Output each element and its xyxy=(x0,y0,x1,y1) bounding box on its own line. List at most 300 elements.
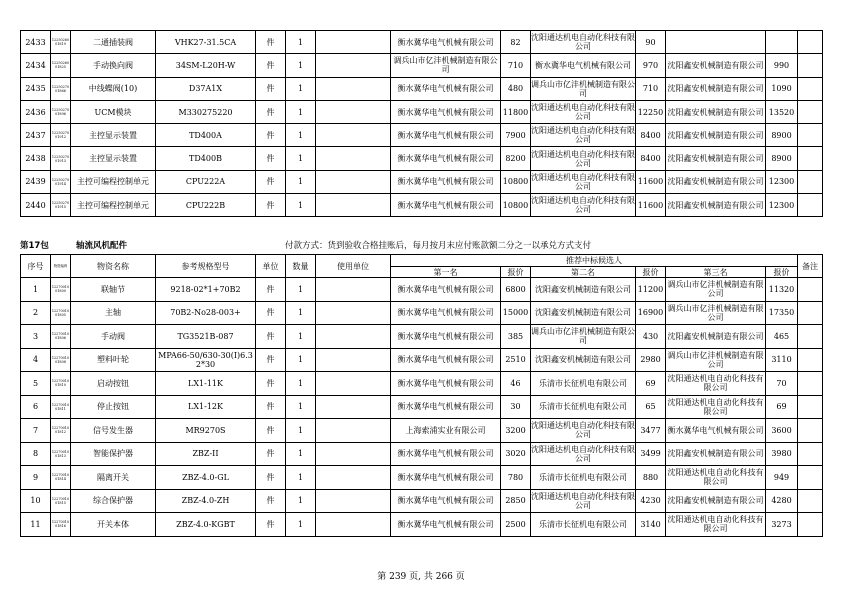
top-price-table xyxy=(20,30,823,217)
third-price-cell: 70 xyxy=(766,372,798,396)
table-row xyxy=(21,31,823,54)
third-supplier-cell: 衡水冀华电气机械有限公司 xyxy=(666,419,766,443)
name-cell: 启动按钮 xyxy=(71,372,156,396)
qty-cell: 1 xyxy=(286,419,316,443)
spec-cell: LX1-11K xyxy=(156,372,256,396)
second-price-cell: 430 xyxy=(636,325,666,349)
spec-cell: 70B2-No28-003+ xyxy=(156,301,256,325)
spec-cell: CPU222A xyxy=(156,170,256,193)
second-supplier-cell: 调兵山市亿沣机械制造有限公司 xyxy=(531,325,636,349)
remark-cell xyxy=(798,77,823,100)
seq-cell: 2433 xyxy=(21,31,51,54)
second-supplier-cell: 沈阳通达机电自动化科技有限公司 xyxy=(531,419,636,443)
first-price-cell: 3200 xyxy=(501,419,531,443)
user-cell xyxy=(316,442,391,466)
user-cell xyxy=(316,395,391,419)
third-supplier-cell: 调兵山市亿沣机械制造有限公司 xyxy=(666,301,766,325)
header-price-1: 报价 xyxy=(501,267,531,278)
unit-cell: 件 xyxy=(256,489,286,513)
name-cell: 主控可编程控制单元 xyxy=(71,194,156,217)
remark-cell xyxy=(798,348,823,372)
unit-cell: 件 xyxy=(256,170,286,193)
second-price-cell: 16900 xyxy=(636,301,666,325)
spec-cell: D37A1X xyxy=(156,77,256,100)
code-cell: 12250270 01915 xyxy=(51,194,71,217)
name-cell: 主控显示装置 xyxy=(71,147,156,170)
code-cell: 12250270 01866 xyxy=(51,77,71,100)
code-cell: 12270010 01810 xyxy=(51,372,71,396)
first-supplier-cell: 衡水冀华电气机械有限公司 xyxy=(391,100,501,123)
first-price-cell: 8200 xyxy=(501,147,531,170)
seq-cell: 2435 xyxy=(21,77,51,100)
user-cell xyxy=(316,147,391,170)
table-row xyxy=(21,489,823,513)
second-price-cell: 69 xyxy=(636,372,666,396)
third-supplier-cell xyxy=(666,31,766,54)
table-header xyxy=(21,255,823,278)
remark-cell xyxy=(798,100,823,123)
remark-cell xyxy=(798,54,823,77)
code-cell: 12270010 01805 xyxy=(51,301,71,325)
name-cell: 中线蝶阀(10) xyxy=(71,77,156,100)
name-cell: 二通插装阀 xyxy=(71,31,156,54)
third-price-cell: 3980 xyxy=(766,442,798,466)
remark-cell xyxy=(798,301,823,325)
spec-cell: CPU222B xyxy=(156,194,256,217)
second-price-cell: 3140 xyxy=(636,513,666,537)
unit-cell: 件 xyxy=(256,372,286,396)
table-row xyxy=(21,466,823,490)
user-cell xyxy=(316,194,391,217)
user-cell xyxy=(316,348,391,372)
qty-cell: 1 xyxy=(286,513,316,537)
second-price-cell: 11600 xyxy=(636,170,666,193)
user-cell xyxy=(316,372,391,396)
header-remark: 备注 xyxy=(798,255,823,278)
code-cell: 12270010 01816 xyxy=(51,513,71,537)
third-price-cell: 12300 xyxy=(766,170,798,193)
table-row xyxy=(21,194,823,217)
second-supplier-cell: 乐清市长征机电有限公司 xyxy=(531,372,636,396)
qty-cell: 1 xyxy=(286,147,316,170)
unit-cell: 件 xyxy=(256,147,286,170)
seq-cell: 2437 xyxy=(21,124,51,147)
second-price-cell: 8400 xyxy=(636,147,666,170)
first-price-cell: 3020 xyxy=(501,442,531,466)
remark-cell xyxy=(798,147,823,170)
third-price-cell: 465 xyxy=(766,325,798,349)
second-supplier-cell: 衡水冀华电气机械有限公司 xyxy=(531,54,636,77)
name-cell: 主控可编程控制单元 xyxy=(71,170,156,193)
header-code: 物资编码 xyxy=(51,255,71,278)
code-cell: 12270010 01808 xyxy=(51,348,71,372)
seq-cell: 5 xyxy=(21,372,51,396)
third-price-cell: 13520 xyxy=(766,100,798,123)
table-row xyxy=(21,348,823,372)
remark-cell xyxy=(798,442,823,466)
first-supplier-cell: 衡水冀华电气机械有限公司 xyxy=(391,395,501,419)
first-price-cell: 480 xyxy=(501,77,531,100)
name-cell: 主轴 xyxy=(71,301,156,325)
table-row xyxy=(21,372,823,396)
first-supplier-cell: 衡水冀华电气机械有限公司 xyxy=(391,170,501,193)
code-cell: 12270010 01813 xyxy=(51,442,71,466)
unit-cell: 件 xyxy=(256,301,286,325)
first-supplier-cell: 衡水冀华电气机械有限公司 xyxy=(391,31,501,54)
name-cell: 塑料叶轮 xyxy=(71,348,156,372)
third-supplier-cell: 沈阳通达机电自动化科技有限公司 xyxy=(666,513,766,537)
spec-cell: TD400A xyxy=(156,124,256,147)
name-cell: 信号发生器 xyxy=(71,419,156,443)
code-cell: 12250270 01896 xyxy=(51,100,71,123)
unit-cell: 件 xyxy=(256,395,286,419)
third-supplier-cell: 调兵山市亿沣机械制造有限公司 xyxy=(666,278,766,302)
table-row xyxy=(21,301,823,325)
table-row xyxy=(21,77,823,100)
second-price-cell: 4230 xyxy=(636,489,666,513)
table-row xyxy=(21,100,823,123)
spec-cell: MPA66-50/630-30(I)6.3 2*30 xyxy=(156,348,256,372)
first-supplier-cell: 衡水冀华电气机械有限公司 xyxy=(391,77,501,100)
seq-cell: 11 xyxy=(21,513,51,537)
header-second: 第二名 xyxy=(531,267,636,278)
name-cell: 综合保护器 xyxy=(71,489,156,513)
code-cell: 12270010 01812 xyxy=(51,419,71,443)
qty-cell: 1 xyxy=(286,100,316,123)
table-row xyxy=(21,147,823,170)
seq-cell: 2 xyxy=(21,301,51,325)
spec-cell: LX1-12K xyxy=(156,395,256,419)
spec-cell: ZBZ-II xyxy=(156,442,256,466)
code-cell: 12270010 01814 xyxy=(51,466,71,490)
unit-cell: 件 xyxy=(256,194,286,217)
table-row xyxy=(21,419,823,443)
first-supplier-cell: 衡水冀华电气机械有限公司 xyxy=(391,489,501,513)
unit-cell: 件 xyxy=(256,466,286,490)
first-price-cell: 82 xyxy=(501,31,531,54)
code-cell: 12270010 01806 xyxy=(51,325,71,349)
first-price-cell: 46 xyxy=(501,372,531,396)
name-cell: 智能保护器 xyxy=(71,442,156,466)
third-price-cell xyxy=(766,31,798,54)
second-supplier-cell: 沈阳通达机电自动化科技有限公司 xyxy=(531,170,636,193)
unit-cell: 件 xyxy=(256,31,286,54)
first-supplier-cell: 衡水冀华电气机械有限公司 xyxy=(391,147,501,170)
second-supplier-cell: 沈阳鑫安机械制造有限公司 xyxy=(531,301,636,325)
qty-cell: 1 xyxy=(286,372,316,396)
third-price-cell: 69 xyxy=(766,395,798,419)
spec-cell: M330275220 xyxy=(156,100,256,123)
name-cell: 停止按钮 xyxy=(71,395,156,419)
table-row xyxy=(21,54,823,77)
qty-cell: 1 xyxy=(286,395,316,419)
seq-cell: 6 xyxy=(21,395,51,419)
third-price-cell: 1090 xyxy=(766,77,798,100)
third-supplier-cell: 沈阳鑫安机械制造有限公司 xyxy=(666,147,766,170)
seq-cell: 3 xyxy=(21,325,51,349)
first-supplier-cell: 衡水冀华电气机械有限公司 xyxy=(391,325,501,349)
third-price-cell: 990 xyxy=(766,54,798,77)
third-price-cell: 3110 xyxy=(766,348,798,372)
qty-cell: 1 xyxy=(286,325,316,349)
header-qty: 数量 xyxy=(286,255,316,278)
unit-cell: 件 xyxy=(256,348,286,372)
spec-cell: ZBZ-4.0-KGBT xyxy=(156,513,256,537)
code-cell: 12270010 01815 xyxy=(51,489,71,513)
table-row xyxy=(21,278,823,302)
second-supplier-cell: 乐清市长征机电有限公司 xyxy=(531,513,636,537)
seq-cell: 2436 xyxy=(21,100,51,123)
first-price-cell: 6800 xyxy=(501,278,531,302)
header-recommend: 推荐中标候选人 xyxy=(391,255,798,267)
seq-cell: 7 xyxy=(21,419,51,443)
first-price-cell: 780 xyxy=(501,466,531,490)
second-supplier-cell: 沈阳通达机电自动化科技有限公司 xyxy=(531,194,636,217)
name-cell: 联轴节 xyxy=(71,278,156,302)
code-cell: 12250260 01825 xyxy=(51,54,71,77)
third-supplier-cell: 沈阳通达机电自动化科技有限公司 xyxy=(666,395,766,419)
unit-cell: 件 xyxy=(256,419,286,443)
unit-cell: 件 xyxy=(256,54,286,77)
unit-cell: 件 xyxy=(256,442,286,466)
qty-cell: 1 xyxy=(286,466,316,490)
user-cell xyxy=(316,466,391,490)
name-cell: UCM模块 xyxy=(71,100,156,123)
first-supplier-cell: 上海索浦实业有限公司 xyxy=(391,419,501,443)
remark-cell xyxy=(798,170,823,193)
user-cell xyxy=(316,54,391,77)
second-supplier-cell: 沈阳鑫安机械制造有限公司 xyxy=(531,348,636,372)
qty-cell: 1 xyxy=(286,442,316,466)
first-supplier-cell: 衡水冀华电气机械有限公司 xyxy=(391,513,501,537)
package-number: 第17包 xyxy=(20,241,49,251)
qty-cell: 1 xyxy=(286,348,316,372)
second-price-cell: 710 xyxy=(636,77,666,100)
remark-cell xyxy=(798,489,823,513)
second-supplier-cell: 沈阳通达机电自动化科技有限公司 xyxy=(531,489,636,513)
code-cell: 12250270 01913 xyxy=(51,147,71,170)
second-price-cell: 880 xyxy=(636,466,666,490)
second-price-cell: 65 xyxy=(636,395,666,419)
header-price-3: 报价 xyxy=(766,267,798,278)
third-supplier-cell: 沈阳鑫安机械制造有限公司 xyxy=(666,170,766,193)
second-supplier-cell: 沈阳通达机电自动化科技有限公司 xyxy=(531,31,636,54)
user-cell xyxy=(316,31,391,54)
header-spec: 参考规格型号 xyxy=(156,255,256,278)
first-supplier-cell: 调兵山市亿沣机械制造有限公司 xyxy=(391,54,501,77)
header-user: 使用单位 xyxy=(316,255,391,278)
second-supplier-cell: 乐清市长征机电有限公司 xyxy=(531,395,636,419)
second-price-cell: 8400 xyxy=(636,124,666,147)
user-cell xyxy=(316,301,391,325)
qty-cell: 1 xyxy=(286,194,316,217)
first-price-cell: 30 xyxy=(501,395,531,419)
table-row xyxy=(21,170,823,193)
header-third: 第三名 xyxy=(666,267,766,278)
second-supplier-cell: 调兵山市亿沣机械制造有限公司 xyxy=(531,77,636,100)
table-row xyxy=(21,325,823,349)
third-price-cell: 12300 xyxy=(766,194,798,217)
first-supplier-cell: 衡水冀华电气机械有限公司 xyxy=(391,194,501,217)
first-price-cell: 2850 xyxy=(501,489,531,513)
seq-cell: 2439 xyxy=(21,170,51,193)
remark-cell xyxy=(798,372,823,396)
first-supplier-cell: 衡水冀华电气机械有限公司 xyxy=(391,442,501,466)
remark-cell xyxy=(798,124,823,147)
header-unit: 单位 xyxy=(256,255,286,278)
first-supplier-cell: 衡水冀华电气机械有限公司 xyxy=(391,124,501,147)
qty-cell: 1 xyxy=(286,124,316,147)
first-supplier-cell: 衡水冀华电气机械有限公司 xyxy=(391,301,501,325)
spec-cell: ZBZ-4.0-ZH xyxy=(156,489,256,513)
spec-cell: ZBZ-4.0-GL xyxy=(156,466,256,490)
spec-cell: 9218-02*1+70B2 xyxy=(156,278,256,302)
unit-cell: 件 xyxy=(256,278,286,302)
spec-cell: TD400B xyxy=(156,147,256,170)
seq-cell: 8 xyxy=(21,442,51,466)
first-price-cell: 11800 xyxy=(501,100,531,123)
remark-cell xyxy=(798,419,823,443)
first-supplier-cell: 衡水冀华电气机械有限公司 xyxy=(391,466,501,490)
remark-cell xyxy=(798,395,823,419)
third-price-cell: 3273 xyxy=(766,513,798,537)
second-price-cell: 90 xyxy=(636,31,666,54)
unit-cell: 件 xyxy=(256,325,286,349)
seq-cell: 4 xyxy=(21,348,51,372)
header-price-2: 报价 xyxy=(636,267,666,278)
third-supplier-cell: 沈阳鑫安机械制造有限公司 xyxy=(666,77,766,100)
qty-cell: 1 xyxy=(286,31,316,54)
third-price-cell: 11320 xyxy=(766,278,798,302)
code-cell: 12250260 01819 xyxy=(51,31,71,54)
package-title: 轴流风机配件 xyxy=(76,241,128,251)
table-row xyxy=(21,395,823,419)
third-price-cell: 949 xyxy=(766,466,798,490)
top-table-body xyxy=(21,31,823,217)
name-cell: 主控显示装置 xyxy=(71,124,156,147)
user-cell xyxy=(316,325,391,349)
unit-cell: 件 xyxy=(256,124,286,147)
spec-cell: TG3521B-087 xyxy=(156,325,256,349)
name-cell: 手动换向阀 xyxy=(71,54,156,77)
qty-cell: 1 xyxy=(286,278,316,302)
table-row xyxy=(21,124,823,147)
bottom-table-body xyxy=(21,278,823,537)
first-price-cell: 2500 xyxy=(501,513,531,537)
remark-cell xyxy=(798,325,823,349)
third-supplier-cell: 沈阳鑫安机械制造有限公司 xyxy=(666,442,766,466)
seq-cell: 2434 xyxy=(21,54,51,77)
page-footer: 第 239 页, 共 266 页 xyxy=(377,572,465,582)
remark-cell xyxy=(798,278,823,302)
user-cell xyxy=(316,77,391,100)
user-cell xyxy=(316,100,391,123)
package-17-price-table xyxy=(20,254,823,537)
qty-cell: 1 xyxy=(286,77,316,100)
table-row xyxy=(21,442,823,466)
code-cell: 12270010 01800 xyxy=(51,278,71,302)
remark-cell xyxy=(798,466,823,490)
third-price-cell: 17350 xyxy=(766,301,798,325)
qty-cell: 1 xyxy=(286,54,316,77)
first-price-cell: 10800 xyxy=(501,194,531,217)
third-price-cell: 3600 xyxy=(766,419,798,443)
first-price-cell: 710 xyxy=(501,54,531,77)
table-row xyxy=(21,513,823,537)
second-supplier-cell: 沈阳通达机电自动化科技有限公司 xyxy=(531,147,636,170)
header-name: 物资名称 xyxy=(71,255,156,278)
header-seq: 序号 xyxy=(21,255,51,278)
unit-cell: 件 xyxy=(256,513,286,537)
third-supplier-cell: 调兵山市亿沣机械制造有限公司 xyxy=(666,348,766,372)
name-cell: 隔离开关 xyxy=(71,466,156,490)
user-cell xyxy=(316,278,391,302)
seq-cell: 1 xyxy=(21,278,51,302)
seq-cell: 2440 xyxy=(21,194,51,217)
user-cell xyxy=(316,124,391,147)
second-price-cell: 11600 xyxy=(636,194,666,217)
second-price-cell: 12250 xyxy=(636,100,666,123)
second-supplier-cell: 沈阳通达机电自动化科技有限公司 xyxy=(531,442,636,466)
third-supplier-cell: 沈阳鑫安机械制造有限公司 xyxy=(666,54,766,77)
remark-cell xyxy=(798,513,823,537)
unit-cell: 件 xyxy=(256,77,286,100)
spec-cell: 34SM-L20H-W xyxy=(156,54,256,77)
third-supplier-cell: 沈阳通达机电自动化科技有限公司 xyxy=(666,466,766,490)
first-price-cell: 15000 xyxy=(501,301,531,325)
second-supplier-cell: 乐清市长征机电有限公司 xyxy=(531,466,636,490)
second-price-cell: 970 xyxy=(636,54,666,77)
second-price-cell: 2980 xyxy=(636,348,666,372)
spec-cell: VHK27-31.5CA xyxy=(156,31,256,54)
remark-cell xyxy=(798,31,823,54)
second-price-cell: 3477 xyxy=(636,419,666,443)
third-price-cell: 8900 xyxy=(766,147,798,170)
first-price-cell: 7900 xyxy=(501,124,531,147)
second-supplier-cell: 沈阳通达机电自动化科技有限公司 xyxy=(531,100,636,123)
first-price-cell: 2510 xyxy=(501,348,531,372)
third-supplier-cell: 沈阳鑫安机械制造有限公司 xyxy=(666,489,766,513)
seq-cell: 9 xyxy=(21,466,51,490)
code-cell: 12250270 01914 xyxy=(51,170,71,193)
name-cell: 手动阀 xyxy=(71,325,156,349)
third-price-cell: 4280 xyxy=(766,489,798,513)
seq-cell: 2438 xyxy=(21,147,51,170)
third-supplier-cell: 沈阳通达机电自动化科技有限公司 xyxy=(666,372,766,396)
user-cell xyxy=(316,419,391,443)
second-supplier-cell: 沈阳鑫安机械制造有限公司 xyxy=(531,278,636,302)
spec-cell: MR9270S xyxy=(156,419,256,443)
second-supplier-cell: 沈阳通达机电自动化科技有限公司 xyxy=(531,124,636,147)
third-supplier-cell: 沈阳鑫安机械制造有限公司 xyxy=(666,194,766,217)
second-price-cell: 3499 xyxy=(636,442,666,466)
code-cell: 12270010 01811 xyxy=(51,395,71,419)
third-supplier-cell: 沈阳鑫安机械制造有限公司 xyxy=(666,100,766,123)
user-cell xyxy=(316,513,391,537)
qty-cell: 1 xyxy=(286,301,316,325)
third-supplier-cell: 沈阳鑫安机械制造有限公司 xyxy=(666,124,766,147)
qty-cell: 1 xyxy=(286,489,316,513)
first-supplier-cell: 衡水冀华电气机械有限公司 xyxy=(391,372,501,396)
remark-cell xyxy=(798,194,823,217)
unit-cell: 件 xyxy=(256,100,286,123)
seq-cell: 10 xyxy=(21,489,51,513)
code-cell: 12250270 01912 xyxy=(51,124,71,147)
first-price-cell: 385 xyxy=(501,325,531,349)
user-cell xyxy=(316,170,391,193)
first-supplier-cell: 衡水冀华电气机械有限公司 xyxy=(391,348,501,372)
user-cell xyxy=(316,489,391,513)
